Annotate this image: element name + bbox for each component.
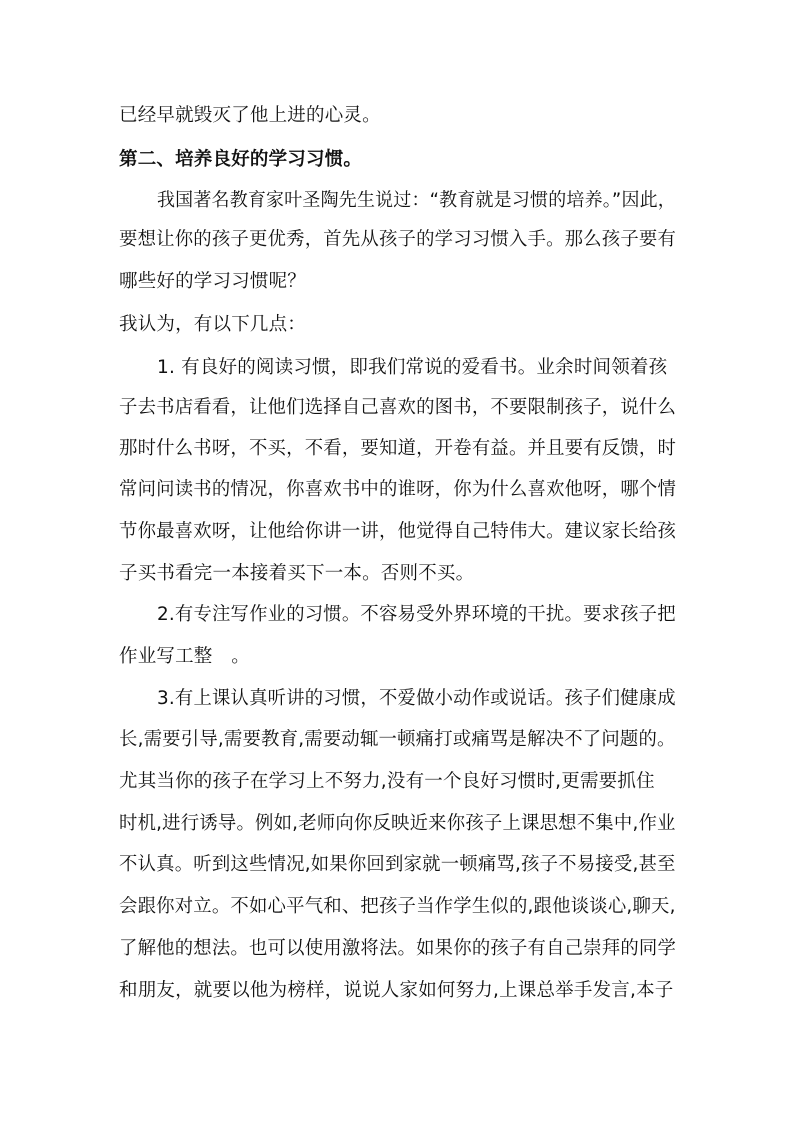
list-item-line: 节你最喜欢呀，让他给你讲一讲，他觉得自己特伟大。建议家长给孩 bbox=[119, 521, 677, 542]
list-item-line: 那时什么书呀，不买，不看，要知道，开卷有益。并且要有反馈，时 bbox=[119, 438, 677, 459]
list-item-line: 尤其当你的孩子在学习上不努力,没有一个良好习惯时,更需要抓住 bbox=[119, 771, 655, 792]
list-item-line: 会跟你对立。不如心平气和、把孩子当作学生似的,跟他谈谈心,聊天, bbox=[119, 896, 676, 917]
paragraph-line: 要想让你的孩子更优秀，首先从孩子的学习习惯入手。那么孩子要有 bbox=[119, 229, 677, 250]
section-heading: 第二、培养良好的学习习惯。 bbox=[119, 149, 363, 170]
list-item-line: 了解他的想法。也可以使用激将法。如果你的孩子有自己崇拜的同学 bbox=[119, 938, 677, 959]
list-item-line: 子去书店看看，让他们选择自己喜欢的图书，不要限制孩子，说什么 bbox=[119, 397, 677, 418]
paragraph-line: 我国著名教育家叶圣陶先生说过：“教育就是习惯的培养。”因此， bbox=[157, 190, 676, 211]
list-item-line: 常问问读书的情况，你喜欢书中的谁呀，你为什么喜欢他呀，哪个情 bbox=[119, 479, 677, 500]
list-item-line: 子买书看完一本接着买下一本。否则不买。 bbox=[119, 563, 475, 584]
paragraph-line: 哪些好的学习习惯呢？ bbox=[119, 271, 307, 292]
paragraph-line: 我认为，有以下几点： bbox=[119, 314, 307, 335]
list-item-line: 不认真。听到这些情况,如果你回到家就一顿痛骂,孩子不易接受,甚至 bbox=[119, 854, 676, 875]
list-item-line: 长,需要引导,需要教育,需要动辄一顿痛打或痛骂是解决不了问题的。 bbox=[119, 729, 676, 750]
list-item-line: 3.有上课认真听讲的习惯，不爱做小动作或说话。孩子们健康成 bbox=[157, 688, 676, 709]
list-item-line: 时机,进行诱导。例如,老师向你反映近来你孩子上课思想不集中,作业 bbox=[119, 813, 676, 834]
list-item-line: 作业写工整 。 bbox=[119, 646, 250, 667]
text-line: 已经早就毁灭了他上进的心灵。 bbox=[119, 105, 381, 126]
list-item-line: 2.有专注写作业的习惯。不容易受外界环境的干扰。要求孩子把 bbox=[157, 604, 676, 625]
list-item-line: 和朋友，就要以他为榜样，说说人家如何努力,上课总举手发言,本子 bbox=[119, 980, 674, 1001]
list-item-line: 1. 有良好的阅读习惯，即我们常说的爱看书。业余时间领着孩 bbox=[157, 357, 668, 378]
